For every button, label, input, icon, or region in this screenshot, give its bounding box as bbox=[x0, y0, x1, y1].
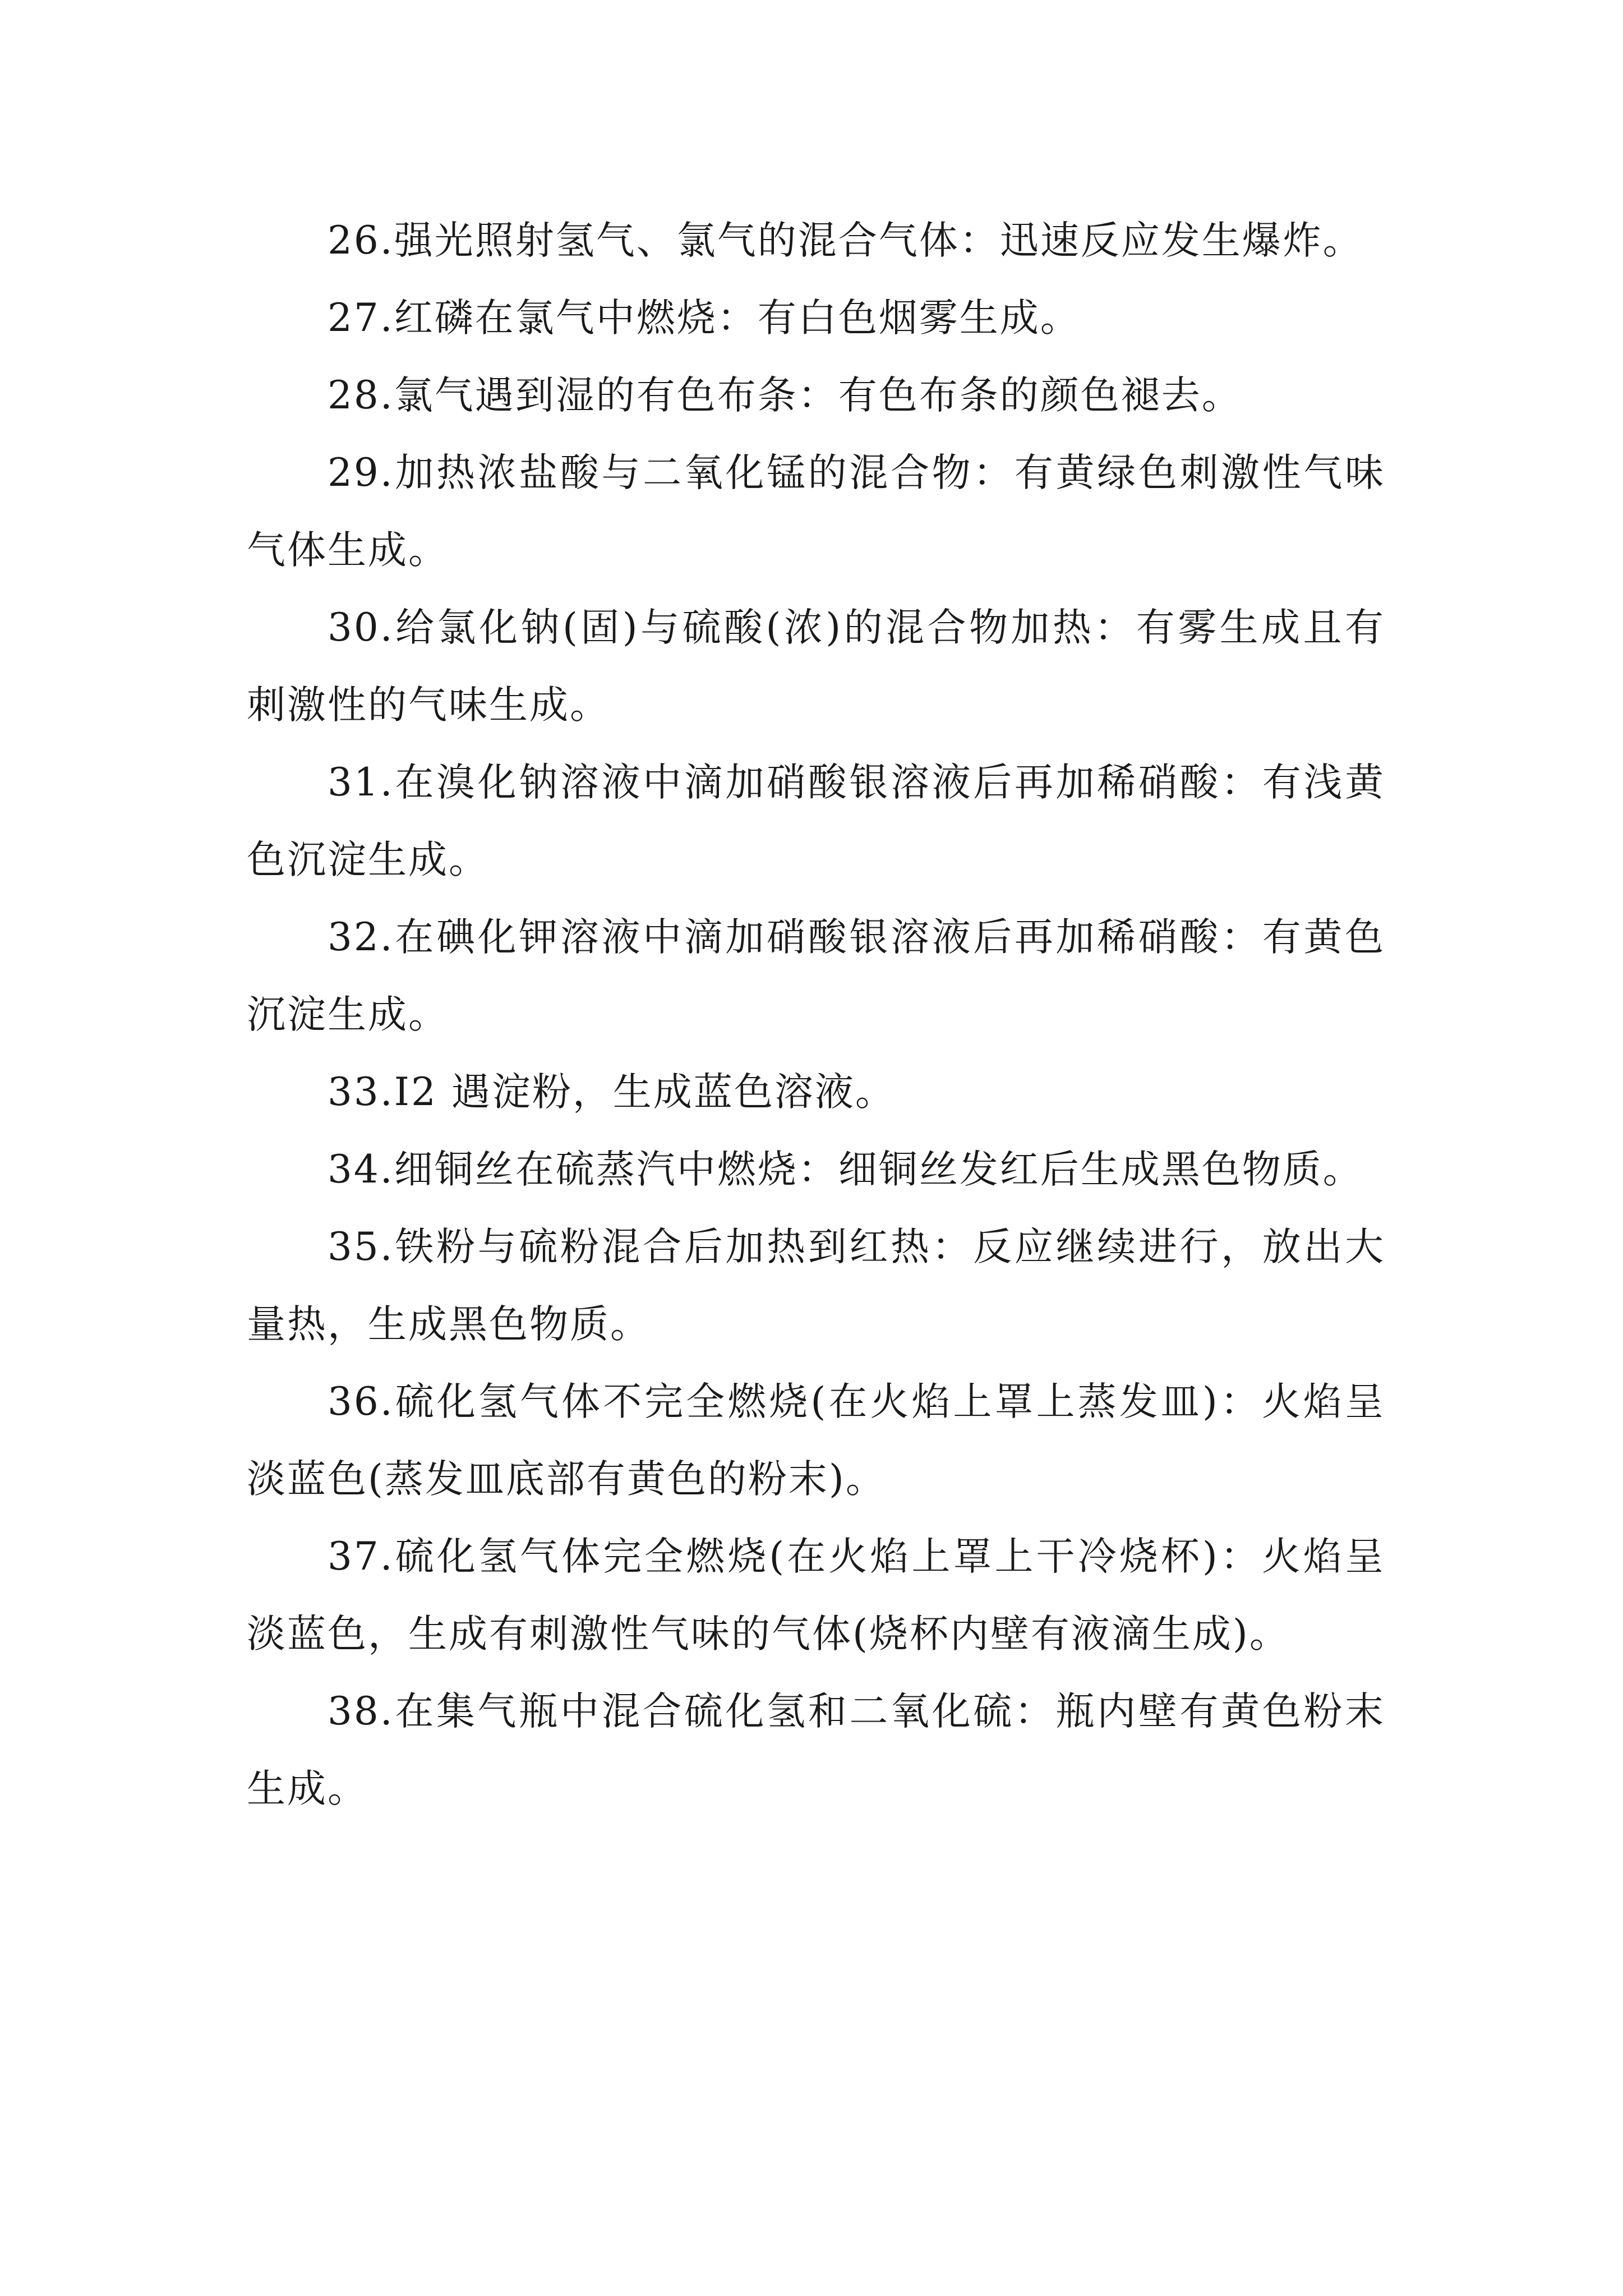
list-item: 35.铁粉与硫粉混合后加热到红热：反应继续进行，放出大量热，生成黑色物质。 bbox=[247, 1225, 1385, 1347]
list-item: 33.I2 遇淀粉，生成蓝色溶液。 bbox=[328, 1070, 896, 1115]
list-item: 28.氯气遇到湿的有色布条：有色布条的颜色褪去。 bbox=[328, 373, 1242, 418]
list-item: 31.在溴化钠溶液中滴加硝酸银溶液后再加稀硝酸：有浅黄色沉淀生成。 bbox=[247, 760, 1385, 882]
list-item: 29.加热浓盐酸与二氧化锰的混合物：有黄绿色刺激性气味气体生成。 bbox=[247, 450, 1385, 573]
list-item: 37.硫化氢气体完全燃烧(在火焰上罩上干冷烧杯)：火焰呈淡蓝色，生成有刺激性气味的气体(烧杯内壁有液滴生成)。 bbox=[247, 1534, 1385, 1657]
list-item: 27.红磷在氯气中燃烧：有白色烟雾生成。 bbox=[328, 296, 1081, 341]
list-item: 32.在碘化钾溶液中滴加硝酸银溶液后再加稀硝酸：有黄色沉淀生成。 bbox=[247, 915, 1385, 1037]
list-item: 36.硫化氢气体不完全燃烧(在火焰上罩上蒸发皿)：火焰呈淡蓝色(蒸发皿底部有黄色的粉末)。 bbox=[247, 1379, 1385, 1502]
list-item: 34.细铜丝在硫蒸汽中燃烧：细铜丝发红后生成黑色物质。 bbox=[328, 1147, 1363, 1192]
list-item: 26.强光照射氢气、氯气的混合气体：迅速反应发生爆炸。 bbox=[328, 218, 1363, 263]
list-item: 38.在集气瓶中混合硫化氢和二氧化硫：瓶内壁有黄色粉末生成。 bbox=[247, 1689, 1385, 1811]
list-item: 30.给氯化钠(固)与硫酸(浓)的混合物加热：有雾生成且有刺激性的气味生成。 bbox=[247, 605, 1385, 728]
document-body bbox=[247, 202, 1385, 1828]
